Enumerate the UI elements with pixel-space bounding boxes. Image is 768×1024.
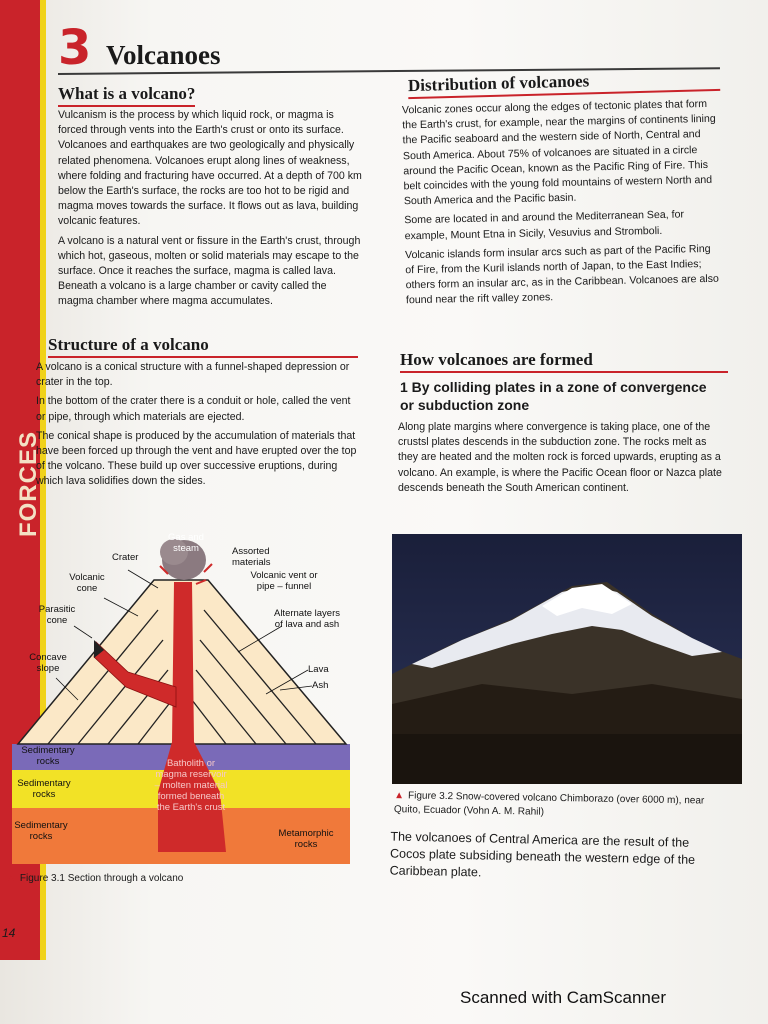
label-alternate-layers: Alternate layers of lava and ash bbox=[273, 608, 340, 630]
paragraph: A volcano is a conical structure with a funnel-shaped depression or crater in the top. bbox=[36, 361, 350, 389]
side-strip-label: FORCES bbox=[15, 431, 42, 538]
label-assorted-materials: Assorted materials bbox=[232, 546, 271, 568]
label-concave-slope: Concave slope bbox=[29, 652, 67, 674]
paragraph: Volcanic islands form insular arcs such as part of the Pacific Ring of Fire, from the Kuril islands north of Japan, to the East Indies; others form an insular arc, as in the Caribbean. Volcanoes are also found near the rift valley zones. bbox=[404, 242, 719, 307]
heading-structure-of-a-volcano: Structure of a volcano bbox=[48, 335, 358, 358]
figure-3-1-caption bbox=[6, 872, 306, 886]
label-sedimentary-rocks-1: Sedimentary rocks bbox=[21, 745, 75, 767]
formed-text bbox=[398, 420, 726, 500]
label-volcanic-vent: Volcanic vent or pipe – funnel bbox=[250, 570, 318, 592]
paragraph: Volcanic zones occur along the edges of tectonic plates that form the Earth's crust, for example, near the margins of continents lining the Pacific seaboard and the western side of North, Central and South America. About 75% of volcanoes are situated in a circle around the Pacific Ocean, known as the Pacific Ring of Fire. This belt coincides with the young fold mountains of western North and South America and the Pacific basin. bbox=[401, 97, 716, 208]
page-number: 14 bbox=[2, 926, 16, 940]
paragraph: A volcano is a natural vent or fissure in the Earth's crust, through which hot, gaseous, molten or solid materials may escape to the surface. Once it reaches the surface, magma is called lava. Beneath a volcano is a large chamber or cavity called the magma chamber where magma accumulates. bbox=[58, 234, 361, 308]
label-sedimentary-rocks-2: Sedimentary rocks bbox=[17, 778, 71, 800]
label-crater: Crater bbox=[112, 552, 139, 563]
what-is-a-volcano-text bbox=[58, 108, 364, 314]
caption-arrow-icon: ▲ bbox=[394, 790, 405, 802]
heading-how-volcanoes-are-formed: How volcanoes are formed bbox=[400, 350, 728, 373]
figure-3-2-caption bbox=[394, 789, 724, 823]
chimborazo-photo bbox=[392, 534, 742, 784]
camscanner-watermark: Scanned with CamScanner bbox=[460, 988, 667, 1007]
caption-text: Figure 3.2 Snow-covered volcano Chimborazo (over 6000 m), near Quito, Ecuador (Vohn A. M. Rahil) bbox=[393, 790, 705, 818]
caption-text: Figure 3.1 Section through a volcano bbox=[19, 873, 184, 884]
label-metamorphic-rocks: Metamorphic rocks bbox=[278, 828, 334, 850]
paragraph: Along plate margins where convergence is taking place, one of the crustsl plates descends in the subduction zone. The rocks melt as they are heated and the molten rock is forced upwards, erupting as a volcano. An example, is where the Pacific Ocean floor or Nazca plate descends beneath the South American continent. bbox=[398, 421, 722, 494]
volcano-photo-graphic bbox=[392, 534, 742, 784]
label-parasitic-cone: Parasitic cone bbox=[38, 604, 76, 626]
label-ash: Ash bbox=[312, 680, 329, 691]
paragraph: Vulcanism is the process by which liquid rock, or magma is forced through vents into the Earth's crust or onto its surface. Volcanoes and earthquakes are two geologically and physically related phenomena. Volcanoes erupt along lines of weakness, where folding and fracturing have occurred. At a depth of 700 km below the Earth's surface, the rocks are too hot to be rigid and magma moves towards the surface. It flows out as lava, building volcanic features. bbox=[58, 109, 362, 228]
heading-distribution-of-volcanoes: Distribution of volcanoes bbox=[408, 68, 720, 99]
paragraph: In the bottom of the crater there is a conduit or hole, called the vent or pipe, through which materials are ejected. bbox=[36, 395, 351, 423]
subheading-colliding-plates: 1 By colliding plates in a zone of convergence or subduction zone bbox=[400, 379, 707, 413]
label-gas-and-steam: Gas and steam bbox=[168, 532, 204, 554]
label-volcanic-cone: Volcanic cone bbox=[69, 572, 105, 594]
chapter-title: Volcanoes bbox=[106, 40, 221, 70]
closing-paragraph: The volcanoes of Central America are the result of the Cocos plate subsiding beneath the western edge of the Caribbean plate. bbox=[389, 829, 696, 880]
caption-arrow-icon: ▲ bbox=[6, 873, 16, 884]
label-lava: Lava bbox=[308, 664, 329, 675]
volcano-section-diagram bbox=[8, 522, 354, 868]
paragraph: Some are located in and around the Mediterranean Sea, for example, Mount Etna in Sicily, Vesuvius and Stromboli. bbox=[404, 208, 685, 242]
structure-text bbox=[36, 360, 358, 494]
paragraph: The conical shape is produced by the accumulation of materials that have been forced up through the vent and have erupted over the top of the volcano. These build up over successive eruptions, during which lava solidifies down the sides. bbox=[36, 429, 357, 488]
label-sedimentary-rocks-3: Sedimentary rocks bbox=[14, 820, 68, 842]
distribution-text bbox=[402, 97, 722, 313]
chapter-number: 3 bbox=[58, 20, 92, 76]
label-batholith: Batholith or magma reservoir – molten material formed beneath the Earth's crust bbox=[154, 758, 228, 813]
heading-what-is-a-volcano: What is a volcano? bbox=[58, 84, 195, 107]
